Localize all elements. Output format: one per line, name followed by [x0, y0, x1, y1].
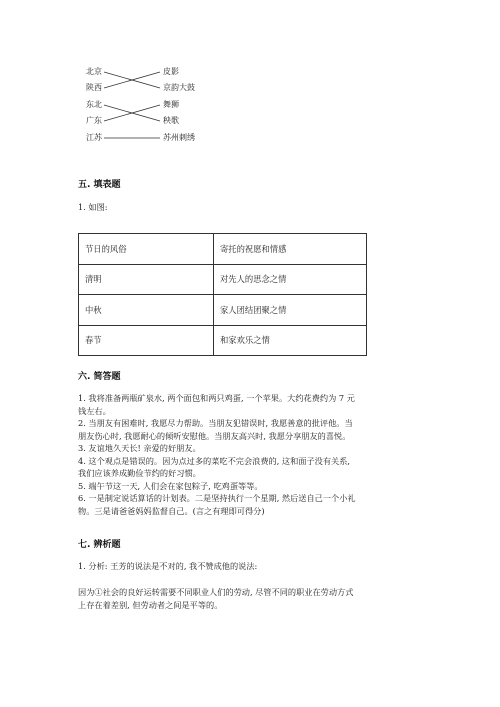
- answer-line: 1. 我将准备两瓶矿泉水, 两个面包和两只鸡蛋, 一个苹果。大约花费约为 7 元: [78, 393, 355, 403]
- answer-line: 因为①社会的良好运转需要不同职业人们的劳动, 尽管不同的职业在劳动方式: [78, 587, 354, 597]
- answer-line: 2. 当朋友有困难时, 我愿尽力帮助。当朋友犯错误时, 我愿善意的批评他。当: [78, 418, 353, 428]
- table-row: [79, 325, 367, 356]
- table-header-cell: 寄托的祝愿和情感: [214, 234, 367, 265]
- answer-block: [78, 586, 430, 611]
- match-right-item: 秧歌: [163, 116, 179, 125]
- match-left-item: 陕西: [86, 83, 102, 92]
- table-cell: 和家欢乐之情: [214, 325, 367, 356]
- section-heading: 五. 填表题: [78, 180, 121, 190]
- table-row: [79, 295, 367, 326]
- table-cell: 春节: [79, 325, 214, 356]
- section-heading: 七. 辨析题: [78, 540, 121, 550]
- match-right-item: 皮影: [163, 67, 179, 76]
- question-text: 1. 分析: 王芳的说法是不对的, 我不赞成他的说法:: [78, 561, 258, 571]
- table-row: [79, 264, 367, 295]
- answer-line: 3. 友谊地久天长! 亲爱的好朋友。: [78, 443, 201, 453]
- table-cell: 中秋: [79, 295, 214, 326]
- match-left-item: 东北: [86, 100, 102, 109]
- match-right-item: 苏州刺绣: [163, 133, 195, 142]
- table-cell: 家人团结团聚之情: [214, 295, 367, 326]
- match-left-item: 广东: [86, 116, 102, 125]
- table-cell: 对先人的思念之情: [214, 264, 367, 295]
- match-right-item: 舞狮: [163, 100, 179, 109]
- question-text: 1. 如图:: [78, 202, 108, 212]
- answer-line: 6. 一是制定说话算话的计划表。二是坚持执行一个星期, 然后送自己一个小礼: [78, 493, 356, 503]
- answer-block: [78, 392, 430, 517]
- table-header-row: [79, 234, 367, 265]
- answer-line: 上存在着差别, 但劳动者之间是平等的。: [78, 599, 223, 610]
- answer-line: 我们应该养成勤俭节约的好习惯。: [78, 468, 201, 478]
- answer-line: 4. 这个观点是错误的。因为点过多的菜吃不完会浪费的, 这和面子没有关系,: [78, 455, 351, 466]
- answer-line: 物。三是请爸爸妈妈监督自己。(言之有理即可得分): [78, 505, 265, 516]
- answer-line: 朋友伤心时, 我愿耐心的倾听安慰他。当朋友高兴时, 我愿分享朋友的喜悦。: [78, 430, 351, 441]
- match-left-item: 北京: [86, 67, 102, 76]
- match-right-item: 京韵大鼓: [163, 83, 195, 92]
- table-header-cell: 节日的风俗: [79, 234, 214, 265]
- match-left-item: 江苏: [86, 133, 102, 142]
- matching-lines: [0, 0, 500, 160]
- answer-line: 钱左右。: [78, 405, 111, 416]
- section-heading: 六. 简答题: [78, 372, 121, 382]
- answer-line: 5. 端午节这一天, 人们会在家包粽子, 吃鸡蛋等等。: [78, 480, 263, 491]
- festival-table: [78, 233, 367, 356]
- table-cell: 清明: [79, 264, 214, 295]
